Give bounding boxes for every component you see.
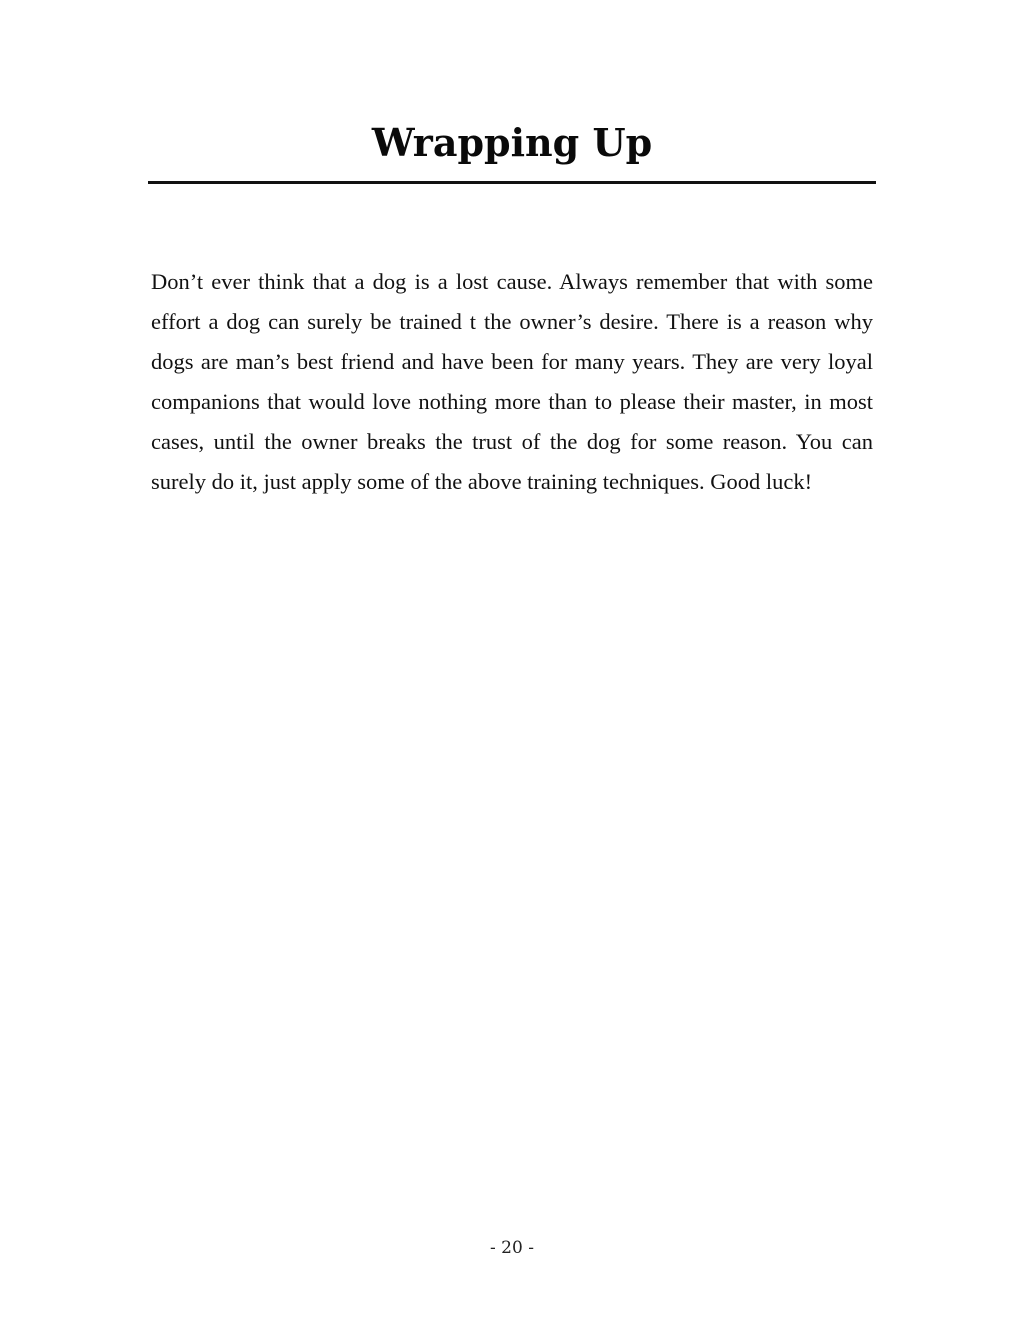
page-number: - 20 - xyxy=(490,1238,534,1258)
title-underline-divider xyxy=(148,181,876,184)
chapter-title: Wrapping Up xyxy=(371,120,653,165)
body-paragraph: Don’t ever think that a dog is a lost cause. Always remember that with some effort a dog can surely be trained t the owner’s desire. There is a reason why dogs are man’s best friend and have been for many years. They are very loyal companions that would love nothing more than to please their master, in most cases, until the owner breaks the trust of the dog for some reason. You can surely do it, just apply some of the above training techniques. Good luck! xyxy=(151,269,873,494)
